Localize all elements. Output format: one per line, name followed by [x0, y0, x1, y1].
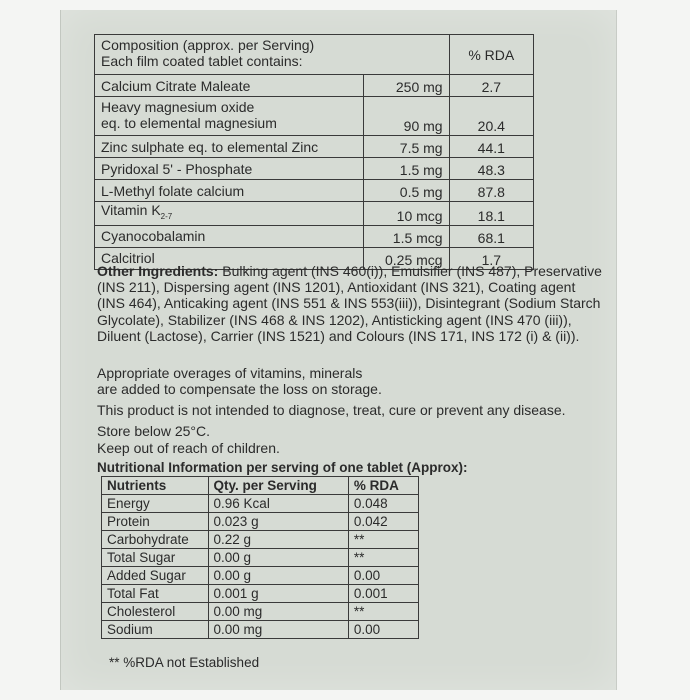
nutrient-rda: 0.00: [348, 567, 418, 585]
other-ingredients: [97, 263, 607, 344]
nutrition-header-nutrients: Nutrients: [102, 477, 209, 495]
ingredient-name: Cyanocobalamin: [95, 225, 364, 247]
ingredient-rda: 2.7: [449, 75, 533, 97]
nutrient-qty: 0.00 mg: [208, 603, 348, 621]
ingredient-qty: 10 mcg: [364, 202, 449, 226]
table-row: [102, 531, 419, 549]
composition-header-line1: Composition (approx. per Serving): [101, 37, 315, 53]
table-row: [95, 75, 534, 97]
nutrient-rda: **: [348, 531, 418, 549]
storage-note: Store below 25°C.: [97, 423, 210, 439]
nutrition-header-qty: Qty. per Serving: [208, 477, 348, 495]
children-warning: Keep out of reach of children.: [97, 440, 280, 456]
ingredient-name-line1: Heavy magnesium oxide: [101, 99, 255, 115]
ingredient-subscript: 2-7: [160, 211, 173, 221]
ingredient-rda: 44.1: [449, 136, 533, 158]
nutrient-qty: 0.00 g: [208, 567, 348, 585]
ingredient-qty: 1.5 mcg: [364, 225, 449, 247]
nutrient-qty: 0.00 mg: [208, 621, 348, 639]
nutrition-header-rda: % RDA: [348, 477, 418, 495]
ingredient-qty: 0.25 mcg: [364, 247, 449, 269]
table-row: [95, 202, 534, 226]
nutrient-qty: 0.96 Kcal: [208, 495, 348, 513]
nutrient-name: Total Fat: [102, 585, 209, 603]
ingredient-name: Calcitriol: [95, 247, 364, 269]
other-ingredients-text: Bulking agent (INS 460(i)), Emulsifier (INS 487), Preservative (INS 211), Dispersing agent (INS 1201), Antioxidant (INS 321), Coating agent (INS 464), Anticaking agent (INS 551 & INS 553(iii)), Disintegrant (Sodium Starch Glycolate), Stabilizer (INS 468 & INS 1202), Antisticking agent (INS 470 (iii)), Diluent (Lactose), Carrier (INS 1521) and Colours (INS 171, INS 172 (i) & (ii)).: [97, 263, 602, 344]
ingredient-qty: 0.5 mg: [364, 180, 449, 202]
ingredient-name-text: Vitamin K: [101, 202, 161, 218]
nutrient-name: Cholesterol: [102, 603, 209, 621]
nutrient-name: Total Sugar: [102, 549, 209, 567]
nutrient-qty: 0.023 g: [208, 513, 348, 531]
table-row: [102, 513, 419, 531]
table-row: [95, 180, 534, 202]
overages-note-line2: are added to compensate the loss on storage.: [97, 381, 382, 397]
nutrition-header-row: [102, 477, 419, 495]
table-row: [102, 495, 419, 513]
product-box-panel: [60, 10, 617, 690]
ingredient-qty: 1.5 mg: [364, 158, 449, 180]
overages-note-line1: Appropriate overages of vitamins, minerals: [97, 365, 363, 381]
ingredient-name-line2: eq. to elemental magnesium: [101, 115, 277, 131]
nutrient-name: Energy: [102, 495, 209, 513]
ingredient-qty: 7.5 mg: [364, 136, 449, 158]
ingredient-rda: 1.7: [449, 247, 533, 269]
nutrient-rda: 0.048: [348, 495, 418, 513]
nutrient-name: Added Sugar: [102, 567, 209, 585]
table-row: [102, 603, 419, 621]
nutrient-rda: **: [348, 603, 418, 621]
composition-table: [94, 34, 534, 270]
ingredient-name: Pyridoxal 5' - Phosphate: [95, 158, 364, 180]
ingredient-name: L-Methyl folate calcium: [95, 180, 364, 202]
composition-header-line2: Each film coated tablet contains:: [101, 53, 303, 69]
composition-header-row: [95, 35, 534, 75]
table-row: [95, 97, 534, 136]
table-row: [102, 567, 419, 585]
nutrition-title: Nutritional Information per serving of one tablet (Approx):: [97, 460, 468, 475]
ingredient-name: Calcium Citrate Maleate: [95, 75, 364, 97]
disclaimer-note: This product is not intended to diagnose, treat, cure or prevent any disease.: [97, 402, 566, 418]
ingredient-name: [95, 97, 364, 136]
nutrition-footnote: ** %RDA not Established: [109, 655, 260, 670]
other-ingredients-label: Other Ingredients:: [97, 263, 219, 279]
table-row: [102, 549, 419, 567]
nutrient-qty: 0.00 g: [208, 549, 348, 567]
ingredient-name: [95, 202, 364, 226]
table-row: [95, 225, 534, 247]
nutrient-rda: 0.001: [348, 585, 418, 603]
nutrient-name: Sodium: [102, 621, 209, 639]
ingredient-qty: 90 mg: [364, 97, 449, 136]
table-row: [95, 136, 534, 158]
nutrient-rda: **: [348, 549, 418, 567]
ingredient-rda: 48.3: [449, 158, 533, 180]
nutrient-qty: 0.001 g: [208, 585, 348, 603]
nutrition-table: [101, 476, 419, 639]
nutrient-name: Carbohydrate: [102, 531, 209, 549]
ingredient-name: Zinc sulphate eq. to elemental Zinc: [95, 136, 364, 158]
nutrient-rda: 0.042: [348, 513, 418, 531]
ingredient-qty: 250 mg: [364, 75, 449, 97]
table-row: [102, 621, 419, 639]
ingredient-rda: 18.1: [449, 202, 533, 226]
composition-rda-header: % RDA: [449, 35, 533, 75]
nutrient-rda: 0.00: [348, 621, 418, 639]
ingredient-rda: 68.1: [449, 225, 533, 247]
ingredient-rda: 20.4: [449, 97, 533, 136]
table-row: [102, 585, 419, 603]
nutrient-qty: 0.22 g: [208, 531, 348, 549]
table-row: [95, 158, 534, 180]
nutrient-name: Protein: [102, 513, 209, 531]
ingredient-rda: 87.8: [449, 180, 533, 202]
composition-header: [95, 35, 450, 75]
